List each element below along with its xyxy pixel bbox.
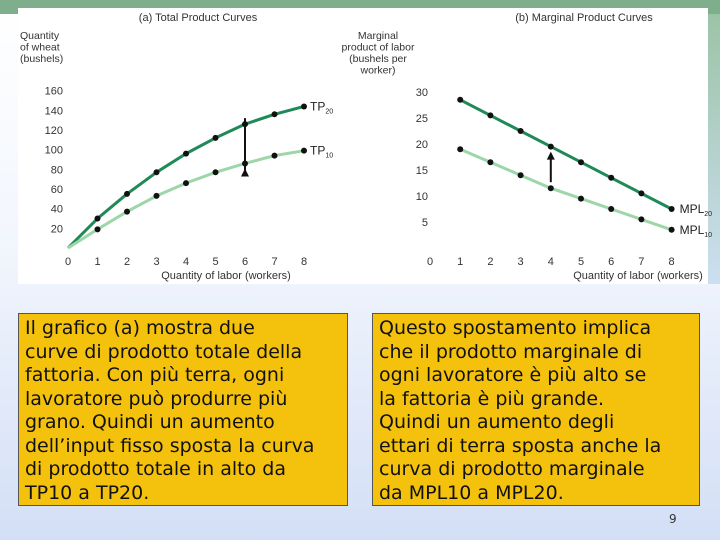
chart-b-xlabel: Quantity of labor (workers)	[573, 270, 703, 282]
series-line-tp10	[68, 151, 304, 248]
total-product-chart	[20, 12, 333, 282]
y-tick-label: 15	[415, 165, 428, 177]
ylabel-line: Quantity	[20, 30, 60, 42]
x-tick-label: 1	[94, 256, 101, 268]
x-tick-label: 1	[457, 256, 464, 268]
chart-a-title: (a) Total Product Curves	[138, 12, 258, 24]
right-text-box: Questo spostamento implica che il prodotto marginale di ogni lavoratore è più alto se la fattoria è più grande. Quindi un aumento degli ettari di terra sposta anche la curva di prodotto marginale da MPL10 a MPL20.	[372, 313, 700, 506]
y-tick-label: 160	[44, 85, 63, 98]
charts-figure	[18, 8, 713, 284]
series-label: $MPL_{10}$	[679, 222, 713, 239]
x-tick-label: 8	[668, 256, 675, 268]
data-point	[578, 159, 584, 165]
data-point	[124, 191, 130, 197]
data-point	[669, 206, 675, 212]
data-point	[154, 169, 160, 175]
data-point	[608, 175, 614, 181]
data-point	[608, 206, 614, 212]
x-tick-label: 5	[212, 256, 219, 268]
y-tick-label: 10	[415, 191, 428, 203]
x-tick-label: 4	[182, 256, 190, 268]
y-tick-label: 5	[421, 217, 428, 229]
data-point	[487, 112, 493, 118]
arrow-head	[241, 168, 249, 176]
y-tick-label: 40	[50, 203, 63, 216]
data-point	[183, 151, 189, 157]
data-point	[669, 227, 675, 233]
data-point	[457, 97, 463, 103]
x-tick-label: 5	[577, 256, 585, 268]
series-label: $TP_{10}$	[310, 143, 334, 160]
data-point	[457, 146, 463, 152]
data-point	[272, 111, 278, 117]
ylabel-line: product of labor	[341, 41, 415, 54]
marginal-product-chart	[342, 12, 713, 282]
side-strip	[708, 14, 720, 284]
x-tick-label: 2	[487, 256, 494, 268]
data-point	[548, 185, 554, 191]
data-point	[95, 226, 101, 232]
x-tick-label: 4	[547, 256, 554, 268]
x-tick-label: 3	[517, 256, 524, 268]
series-label: $MPL_{20}$	[679, 202, 713, 218]
x-tick-label: 0	[426, 256, 434, 268]
data-point	[154, 193, 160, 199]
x-tick-label: 8	[300, 256, 308, 268]
data-point	[213, 169, 219, 175]
ylabel-line: Marginal	[357, 30, 399, 42]
data-point	[183, 180, 189, 186]
x-tick-label: 7	[271, 256, 278, 268]
y-tick-label: 30	[415, 87, 428, 99]
y-tick-label: 20	[415, 139, 428, 151]
data-point	[487, 159, 493, 165]
chart-b-title: (b) Marginal Product Curves	[515, 12, 653, 24]
data-point	[301, 148, 307, 154]
chart-b-axes	[416, 87, 675, 268]
x-tick-label: 0	[64, 256, 72, 268]
x-tick-label: 3	[153, 256, 160, 268]
arrow-head	[547, 152, 555, 160]
data-point	[638, 190, 644, 196]
page-number: 9	[669, 512, 677, 526]
x-tick-label: 6	[241, 256, 249, 268]
data-point	[272, 153, 278, 159]
data-point	[638, 216, 644, 222]
x-tick-label: 7	[638, 256, 645, 268]
y-tick-label: 140	[44, 105, 63, 118]
left-text-box: Il grafico (a) mostra due curve di prodotto totale della fattoria. Con più terra, ogni lavoratore può produrre più grano. Quindi un aumento dell’input fisso sposta la curva di prodotto totale in alto da TP10 a TP20.	[18, 313, 348, 506]
chart-a-ylabel	[20, 30, 63, 65]
x-tick-label: 6	[608, 256, 615, 268]
chart-a-series	[68, 99, 333, 248]
series-label: $TP_{20}$	[310, 99, 334, 116]
ylabel-line: (bushels)	[20, 53, 64, 65]
x-tick-label: 2	[123, 256, 131, 268]
data-point	[578, 196, 584, 202]
data-point	[124, 209, 130, 215]
data-point	[95, 216, 101, 222]
ylabel-line: of wheat	[20, 41, 60, 54]
data-point	[301, 103, 307, 109]
y-tick-label: 100	[44, 144, 63, 157]
ylabel-line: (bushels per	[349, 53, 407, 65]
y-tick-label: 60	[50, 184, 63, 197]
ylabel-line: worker)	[360, 64, 396, 77]
y-tick-label: 20	[50, 223, 63, 236]
data-point	[213, 135, 219, 141]
chart-a-axes	[45, 86, 307, 268]
data-point	[548, 144, 554, 150]
y-tick-label: 25	[415, 113, 428, 125]
y-tick-label: 120	[44, 125, 63, 138]
y-tick-label: 80	[50, 164, 63, 177]
data-point	[518, 172, 524, 178]
chart-b-series	[457, 97, 712, 239]
chart-b-ylabel	[342, 30, 415, 77]
data-point	[518, 128, 524, 134]
chart-b-shift-arrow	[547, 152, 555, 183]
chart-a-xlabel: Quantity of labor (workers)	[161, 270, 291, 282]
